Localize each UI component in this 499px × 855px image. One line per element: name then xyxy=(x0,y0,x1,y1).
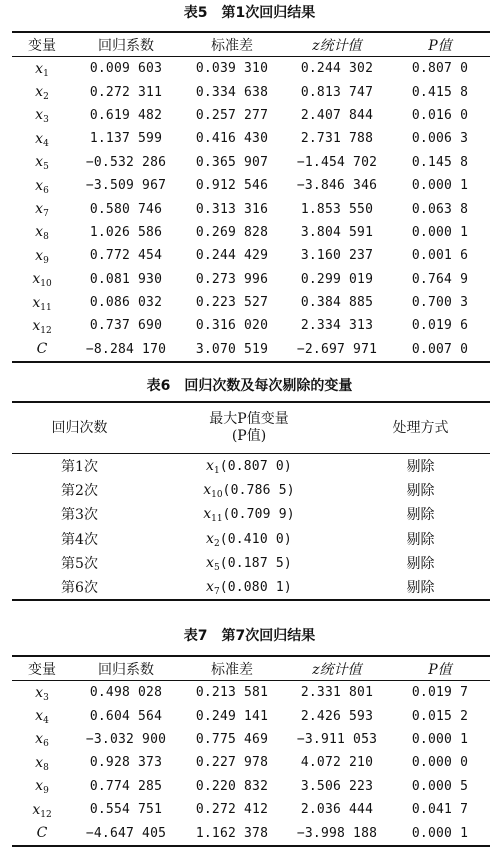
max-p-variable-cell xyxy=(147,527,351,551)
table-row xyxy=(12,728,490,751)
table5-body xyxy=(12,57,490,363)
table6-caption: 表6 回归次数及每次剔除的变量 xyxy=(146,378,353,394)
table-row xyxy=(12,478,490,502)
se-cell: 0.334 638 xyxy=(195,84,269,100)
max-p-variable-cell xyxy=(147,502,351,526)
variable-name: x xyxy=(32,317,41,334)
z-cell: 3.506 223 xyxy=(300,778,374,794)
round-cell: 第6次 xyxy=(12,575,147,600)
p-value: (0.709 9) xyxy=(222,507,295,523)
column-header: 回归系数 xyxy=(72,656,180,681)
table-row xyxy=(12,291,490,314)
variable-name: x xyxy=(32,801,41,818)
column-header: 标准差 xyxy=(180,656,284,681)
variable-cell xyxy=(12,751,72,774)
se-cell: 1.162 378 xyxy=(180,821,284,845)
se-cell: 3.070 519 xyxy=(180,338,284,362)
variable-name: x xyxy=(35,201,44,218)
table-row xyxy=(12,775,490,798)
se-cell: 0.257 277 xyxy=(195,107,269,123)
p-value: (0.807 0) xyxy=(219,459,292,475)
se-cell: 0.249 141 xyxy=(195,708,269,724)
table-row xyxy=(12,575,490,600)
se-cell: 0.269 828 xyxy=(195,224,269,240)
se-cell: 0.223 527 xyxy=(195,295,269,311)
p-cell: 0.007 0 xyxy=(390,338,490,362)
max-p-variable-cell xyxy=(147,575,351,600)
coef-cell: −0.532 286 xyxy=(85,154,167,170)
variable-symbol xyxy=(206,458,220,477)
variable-subscript: 6 xyxy=(43,739,49,750)
variable-name: C xyxy=(36,341,48,358)
variable-subscript: 5 xyxy=(43,162,49,173)
se-cell: 0.316 020 xyxy=(195,318,269,334)
variable-cell xyxy=(12,174,72,197)
table-row xyxy=(12,681,490,705)
p-cell: 0.000 1 xyxy=(411,178,469,194)
variable-name: x xyxy=(35,684,44,701)
p-cell: 0.415 8 xyxy=(411,84,469,100)
variable-subscript: 9 xyxy=(43,255,49,266)
table-row xyxy=(12,527,490,551)
max-p-variable-cell xyxy=(147,478,351,502)
table-row xyxy=(12,244,490,267)
z-cell: −2.697 971 xyxy=(284,338,390,362)
z-cell: −3.846 346 xyxy=(296,178,378,194)
variable-subscript: 8 xyxy=(43,762,49,773)
column-header-line: 最大P值变量 xyxy=(209,411,289,427)
z-cell: 0.813 747 xyxy=(300,84,374,100)
column-header: 变量 xyxy=(12,656,72,681)
p-cell: 0.041 7 xyxy=(411,802,469,818)
z-cell: −3.998 188 xyxy=(284,821,390,845)
table-row xyxy=(12,80,490,103)
variable-symbol xyxy=(206,579,220,598)
se-cell: 0.416 430 xyxy=(195,131,269,147)
z-cell: 2.731 788 xyxy=(300,131,374,147)
coef-cell: 0.272 311 xyxy=(89,84,163,100)
variable-subscript: 2 xyxy=(43,92,49,103)
table-row xyxy=(12,338,490,362)
variable-symbol xyxy=(203,482,223,501)
coef-cell: −8.284 170 xyxy=(72,338,180,362)
variable-subscript: 3 xyxy=(43,692,49,703)
table-row xyxy=(12,127,490,150)
p-cell: 0.015 2 xyxy=(411,708,469,724)
variable-symbol xyxy=(206,555,220,571)
z-cell: 1.853 550 xyxy=(300,201,374,217)
z-cell: 0.384 885 xyxy=(300,295,374,311)
column-header: 标准差 xyxy=(180,32,284,57)
coef-cell: 0.086 032 xyxy=(89,295,163,311)
column-header: P值 xyxy=(390,656,490,681)
variable-name: x xyxy=(35,247,44,264)
z-cell: 2.407 844 xyxy=(300,107,374,123)
p-cell: 0.764 9 xyxy=(411,271,469,287)
variable-cell xyxy=(12,798,72,821)
z-cell: 2.036 444 xyxy=(300,802,374,818)
column-header: z统计值 xyxy=(284,32,390,57)
table5 xyxy=(12,31,490,363)
variable-cell xyxy=(12,775,72,798)
column-header: 回归系数 xyxy=(72,32,180,57)
variable-cell xyxy=(12,681,72,705)
coef-cell: 0.604 564 xyxy=(89,708,163,724)
variable-cell xyxy=(12,728,72,751)
variable-name: x xyxy=(206,554,214,571)
action-cell: 剔除 xyxy=(406,507,435,524)
p-cell: 0.807 0 xyxy=(411,61,469,77)
p-cell: 0.700 3 xyxy=(411,295,469,311)
variable-subscript: 10 xyxy=(40,279,52,290)
variable-name: x xyxy=(206,579,214,596)
table-row xyxy=(12,151,490,174)
max-p-variable-cell xyxy=(147,454,351,479)
column-header xyxy=(147,402,351,454)
p-cell: 0.145 8 xyxy=(411,154,469,170)
table-row xyxy=(12,551,490,575)
column-header-line: (P值) xyxy=(231,428,267,444)
coef-cell: 0.009 603 xyxy=(89,61,163,77)
variable-subscript: 10 xyxy=(211,490,223,501)
variable-subscript: 8 xyxy=(43,232,49,243)
variable-cell xyxy=(12,338,72,362)
p-cell: 0.001 6 xyxy=(411,248,469,264)
variable-subscript: 5 xyxy=(213,562,220,573)
variable-cell xyxy=(12,104,72,127)
z-cell: 0.299 019 xyxy=(300,271,374,287)
table-row xyxy=(12,221,490,244)
variable-subscript: 4 xyxy=(43,138,49,149)
table-row xyxy=(12,197,490,220)
column-header: 处理方式 xyxy=(351,402,490,454)
coef-cell: −3.032 900 xyxy=(85,731,167,747)
variable-subscript: 7 xyxy=(213,587,220,598)
action-cell: 剔除 xyxy=(406,555,435,572)
p-value: (0.786 5) xyxy=(222,483,295,499)
z-cell: 3.804 591 xyxy=(300,224,374,240)
se-cell: 0.227 978 xyxy=(195,755,269,771)
variable-subscript: 11 xyxy=(40,302,52,313)
action-cell: 剔除 xyxy=(406,531,435,548)
table-row xyxy=(12,704,490,727)
table-row xyxy=(12,104,490,127)
variable-name: x xyxy=(35,60,44,77)
table-row xyxy=(12,798,490,821)
round-cell: 第4次 xyxy=(61,531,98,548)
table7-body xyxy=(12,681,490,846)
variable-subscript: 4 xyxy=(43,716,49,727)
p-cell: 0.019 7 xyxy=(411,685,469,701)
z-cell: 0.244 302 xyxy=(300,61,374,77)
coef-cell: 0.498 028 xyxy=(89,685,163,701)
round-cell: 第3次 xyxy=(61,507,98,524)
coef-cell: −4.647 405 xyxy=(72,821,180,845)
coef-cell: 1.137 599 xyxy=(89,131,163,147)
variable-cell xyxy=(12,57,72,81)
z-cell: 2.331 801 xyxy=(300,685,374,701)
p-cell: 0.006 3 xyxy=(411,131,469,147)
se-cell: 0.244 429 xyxy=(195,248,269,264)
p-cell: 0.000 0 xyxy=(411,755,469,771)
variable-cell xyxy=(12,268,72,291)
variable-cell xyxy=(12,127,72,150)
table7 xyxy=(12,655,490,847)
se-cell: 0.775 469 xyxy=(195,731,269,747)
variable-name: x xyxy=(35,731,44,748)
p-cell: 0.063 8 xyxy=(411,201,469,217)
variable-subscript: 7 xyxy=(43,209,49,220)
p-cell: 0.000 5 xyxy=(411,778,469,794)
variable-name: x xyxy=(35,708,44,725)
variable-subscript: 2 xyxy=(213,538,220,549)
action-cell: 剔除 xyxy=(406,483,435,500)
table6 xyxy=(12,401,490,601)
z-cell: 4.072 210 xyxy=(300,755,374,771)
variable-name: x xyxy=(32,294,41,311)
coef-cell: 0.580 746 xyxy=(89,201,163,217)
variable-name: x xyxy=(35,84,44,101)
action-cell: 剔除 xyxy=(406,459,435,476)
coef-cell: 0.081 930 xyxy=(89,271,163,287)
round-cell: 第5次 xyxy=(61,555,98,572)
variable-name: x xyxy=(35,107,44,124)
z-cell: 3.160 237 xyxy=(300,248,374,264)
variable-cell xyxy=(12,314,72,337)
coef-cell: −3.509 967 xyxy=(85,178,167,194)
variable-name: x xyxy=(35,754,44,771)
p-value: (0.187 5) xyxy=(219,555,292,571)
variable-symbol xyxy=(203,506,223,525)
variable-subscript: 3 xyxy=(43,115,49,126)
variable-name: x xyxy=(32,271,41,288)
variable-cell xyxy=(12,151,72,174)
coef-cell: 0.772 454 xyxy=(89,248,163,264)
se-cell: 0.313 316 xyxy=(195,201,269,217)
p-cell: 0.000 1 xyxy=(390,821,490,845)
variable-cell xyxy=(12,291,72,314)
p-cell: 0.000 1 xyxy=(411,224,469,240)
z-cell: 2.426 593 xyxy=(300,708,374,724)
se-cell: 0.272 412 xyxy=(195,802,269,818)
table5-header-row xyxy=(12,32,490,57)
round-cell: 第2次 xyxy=(61,483,98,500)
p-cell: 0.019 6 xyxy=(411,318,469,334)
table-row xyxy=(12,314,490,337)
table6-body xyxy=(12,454,490,601)
se-cell: 0.220 832 xyxy=(195,778,269,794)
variable-symbol xyxy=(206,531,220,547)
variable-cell xyxy=(12,244,72,267)
variable-cell xyxy=(12,197,72,220)
variable-name: x xyxy=(203,506,212,523)
z-cell: −3.911 053 xyxy=(296,731,378,747)
coef-cell: 0.554 751 xyxy=(89,802,163,818)
variable-subscript: 6 xyxy=(43,185,49,196)
table7-header-row xyxy=(12,656,490,681)
variable-name: x xyxy=(35,130,44,147)
variable-cell xyxy=(12,821,72,845)
p-value: (0.410 0) xyxy=(219,531,292,547)
se-cell: 0.912 546 xyxy=(195,178,269,194)
variable-subscript: 1 xyxy=(213,466,220,477)
variable-subscript: 12 xyxy=(40,809,52,820)
se-cell: 0.039 310 xyxy=(195,61,269,77)
column-header: z统计值 xyxy=(284,656,390,681)
action-cell: 剔除 xyxy=(351,575,490,600)
table-row xyxy=(12,502,490,526)
max-p-variable-cell xyxy=(147,551,351,575)
variable-name: x xyxy=(35,154,44,171)
variable-subscript: 1 xyxy=(43,68,49,79)
z-cell: 2.334 313 xyxy=(300,318,374,334)
variable-name: x xyxy=(203,482,212,499)
column-header: P值 xyxy=(390,32,490,57)
variable-subscript: 9 xyxy=(43,786,49,797)
table6-header-row xyxy=(12,402,490,454)
variable-cell xyxy=(12,704,72,727)
coef-cell: 1.026 586 xyxy=(89,224,163,240)
variable-name: x xyxy=(35,224,44,241)
table-row xyxy=(12,268,490,291)
table7-caption: 表7 第7次回归结果 xyxy=(183,628,316,644)
table-row xyxy=(12,454,490,479)
p-cell: 0.000 1 xyxy=(411,731,469,747)
coef-cell: 0.774 285 xyxy=(89,778,163,794)
se-cell: 0.365 907 xyxy=(195,154,269,170)
variable-cell xyxy=(12,80,72,103)
se-cell: 0.213 581 xyxy=(195,685,269,701)
variable-name: x xyxy=(206,530,214,547)
se-cell: 0.273 996 xyxy=(195,271,269,287)
z-cell: −1.454 702 xyxy=(296,154,378,170)
table-row xyxy=(12,821,490,845)
p-value: (0.080 1) xyxy=(219,580,292,596)
variable-cell xyxy=(12,221,72,244)
variable-subscript: 11 xyxy=(211,514,223,525)
coef-cell: 0.928 373 xyxy=(89,755,163,771)
table-row xyxy=(12,751,490,774)
variable-name: x xyxy=(206,458,214,475)
p-cell: 0.016 0 xyxy=(411,107,469,123)
table5-caption: 表5 第1次回归结果 xyxy=(183,5,316,21)
coef-cell: 0.737 690 xyxy=(89,318,163,334)
coef-cell: 0.619 482 xyxy=(89,107,163,123)
variable-subscript: 12 xyxy=(40,325,52,336)
variable-name: x xyxy=(35,778,44,795)
column-header: 回归次数 xyxy=(12,402,147,454)
round-cell: 第1次 xyxy=(61,459,98,476)
column-header: 变量 xyxy=(12,32,72,57)
variable-name: x xyxy=(35,177,44,194)
variable-name: C xyxy=(36,825,48,842)
table-row xyxy=(12,57,490,81)
table-row xyxy=(12,174,490,197)
